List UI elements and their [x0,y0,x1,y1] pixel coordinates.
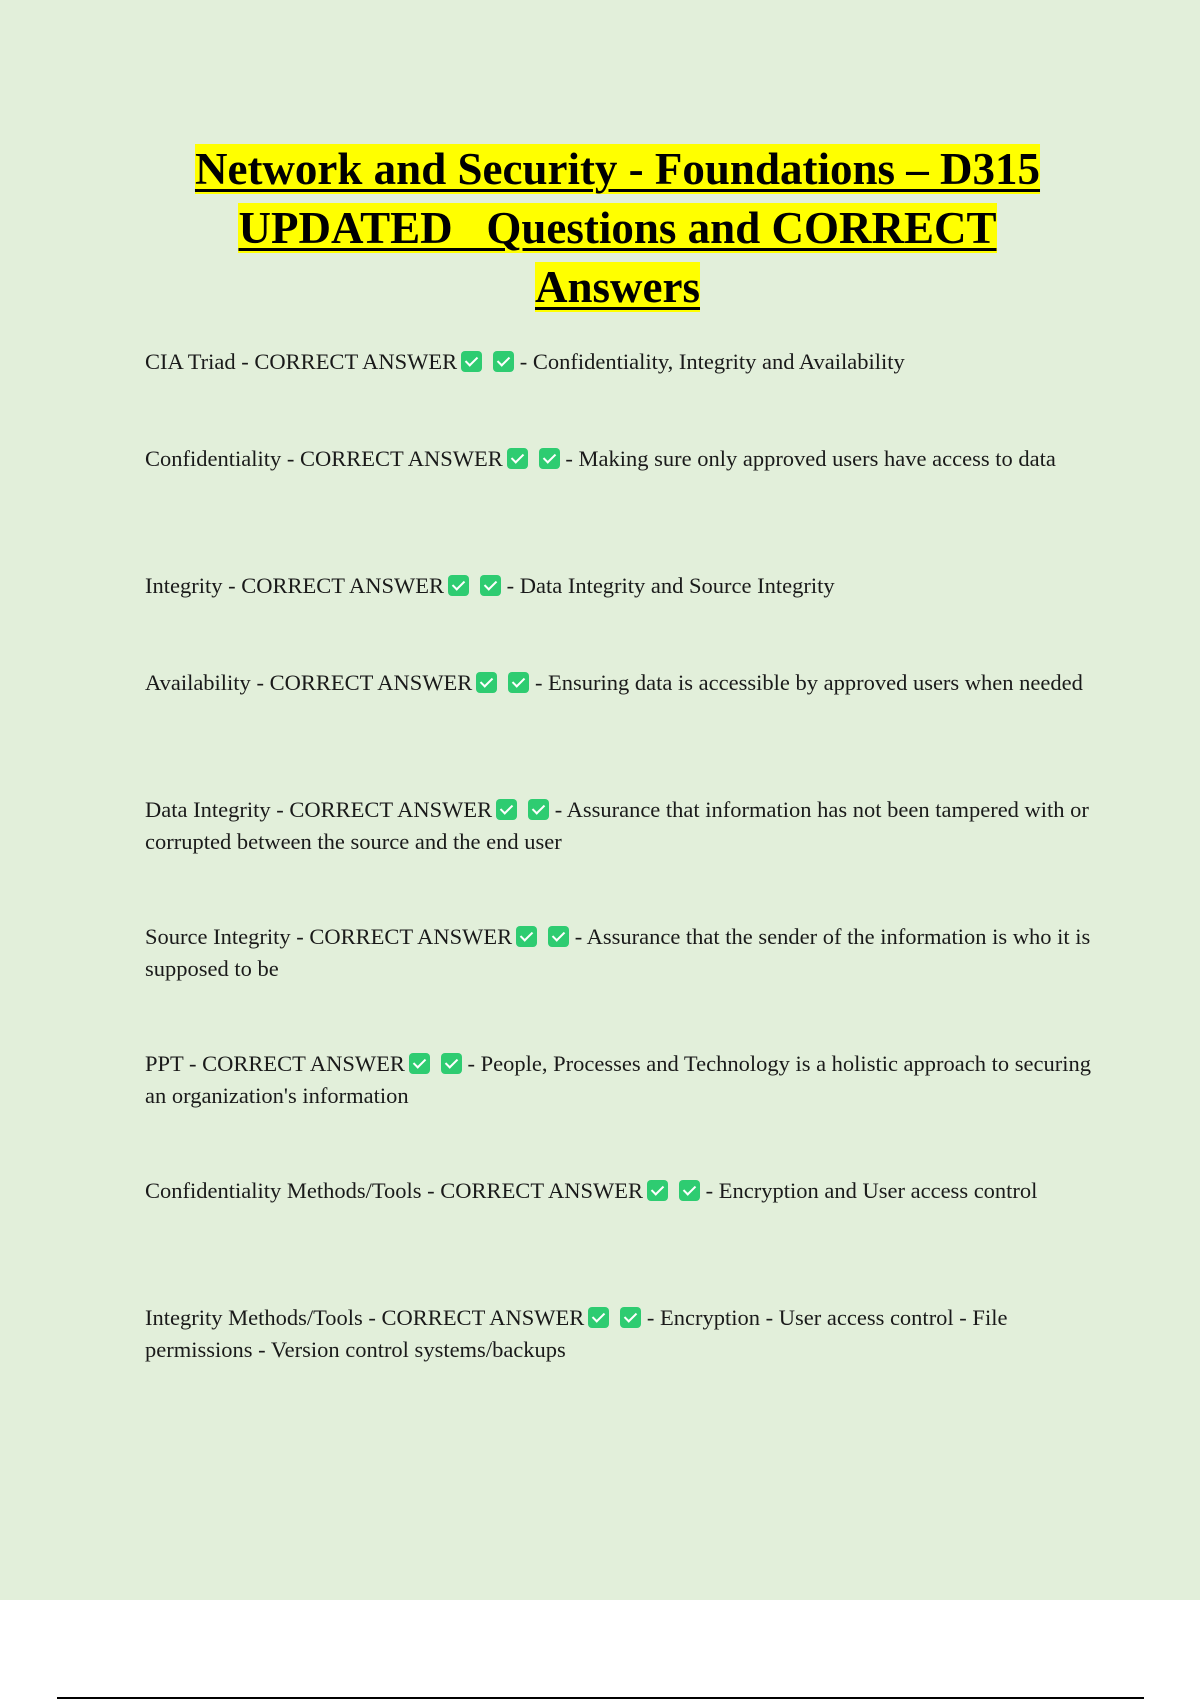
qa-separator: - [362,1305,382,1330]
check-icon [528,799,549,820]
qa-answer: - Encryption - User access control - File permissions - Version control systems/backups [145,1305,1008,1362]
qa-separator: - [421,1178,441,1203]
qa-answer-label: CORRECT ANSWER [254,349,458,374]
check-icon [441,1053,462,1074]
check-icon [516,926,537,947]
check-icon [496,799,517,820]
qa-answer-label: CORRECT ANSWER [381,1305,585,1330]
qa-term: Integrity [145,573,223,598]
qa-item [145,1048,1095,1112]
qa-separator: - [281,446,300,471]
qa-item [145,794,1095,858]
check-icon [588,1307,609,1328]
qa-separator: - [250,670,270,695]
check-icon [409,1053,430,1074]
qa-answer-label: CORRECT ANSWER [309,924,513,949]
check-icon [493,351,514,372]
qa-separator: - [290,924,310,949]
qa-answer: - Making sure only approved users have access to data [565,446,1056,471]
title-line: UPDATED Questions and CORRECT [238,203,997,253]
check-icon [476,672,497,693]
check-icon [448,575,469,596]
qa-answer: - Data Integrity and Source Integrity [506,573,835,598]
check-icon [507,448,528,469]
qa-answer: - Assurance that information has not been tampered with or corrupted between the source and the end user [145,797,1089,854]
qa-separator: - [222,573,242,598]
qa-term: Integrity Methods/Tools [145,1305,363,1330]
qa-answer: - Confidentiality, Integrity and Availability [519,349,905,374]
qa-answer: - Ensuring data is accessible by approved users when needed [534,670,1083,695]
qa-item [145,667,1095,699]
check-icon [480,575,501,596]
qa-item [145,1302,1095,1366]
qa-answer-label: CORRECT ANSWER [299,446,503,471]
qa-answer: - Assurance that the sender of the information is who it is supposed to be [145,924,1091,981]
qa-answer-label: CORRECT ANSWER [289,797,493,822]
qa-answer-label: CORRECT ANSWER [440,1178,644,1203]
qa-answer: - Encryption and User access control [705,1178,1038,1203]
qa-term: CIA Triad [145,349,236,374]
qa-term: Confidentiality [145,446,282,471]
qa-separator: - [235,349,255,374]
qa-item [145,443,1095,475]
qa-answer-label: CORRECT ANSWER [202,1051,405,1076]
check-icon [548,926,569,947]
footer-divider [57,1697,1144,1699]
qa-item [145,921,1095,985]
check-icon [647,1180,668,1201]
qa-item [145,570,1095,602]
check-icon [508,672,529,693]
check-icon [620,1307,641,1328]
qa-separator: - [270,797,290,822]
document-title [100,140,1135,317]
qa-term: Source Integrity [145,924,291,949]
qa-item [145,1175,1095,1207]
qa-item [145,346,1095,378]
qa-term: Availability [145,670,251,695]
qa-answer-label: CORRECT ANSWER [269,670,473,695]
title-line: Answers [535,262,700,312]
check-icon [539,448,560,469]
qa-term: Data Integrity [145,797,271,822]
qa-answer: - People, Processes and Technology is a holistic approach to securing an organization's information [145,1051,1091,1108]
qa-term: Confidentiality Methods/Tools [145,1178,422,1203]
qa-separator: - [183,1051,203,1076]
qa-term: PPT [145,1051,184,1076]
check-icon [461,351,482,372]
check-icon [679,1180,700,1201]
title-line: Network and Security - Foundations – D315 [194,144,1041,194]
qa-answer-label: CORRECT ANSWER [241,573,444,598]
